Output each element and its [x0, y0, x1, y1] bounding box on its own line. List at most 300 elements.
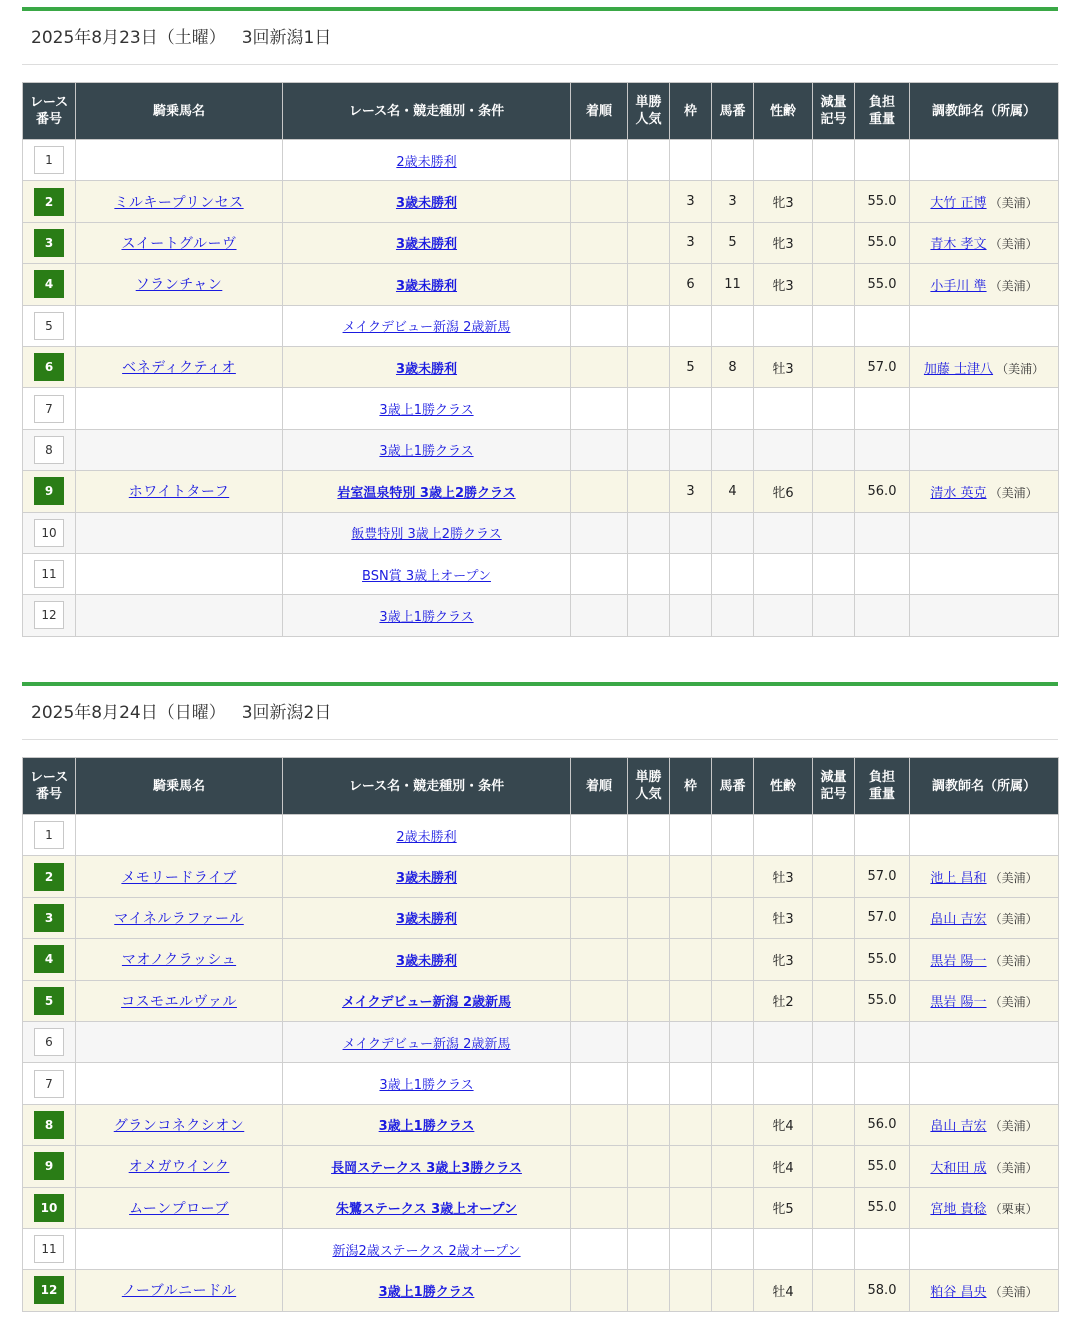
weight-reduction-cell: [813, 222, 855, 263]
table-row: [23, 595, 1059, 636]
table-row: [23, 1228, 1059, 1269]
bracket-cell: [670, 1187, 712, 1228]
sex-age-cell: [754, 512, 813, 553]
race-number-button[interactable]: 7: [34, 1070, 64, 1098]
column-header: 負担 重量: [855, 83, 910, 140]
trainer-cell: [910, 1228, 1059, 1269]
race-number-cell: [23, 1187, 76, 1228]
trainer-cell: [910, 856, 1059, 897]
burden-weight-cell: [855, 553, 910, 594]
column-header: 単勝 人気: [628, 758, 670, 815]
column-header: レース 番号: [23, 758, 76, 815]
horse-cell: [76, 1187, 283, 1228]
win-popularity-cell: [628, 1104, 670, 1145]
trainer-link[interactable]: 清水 英克: [930, 485, 987, 501]
race-number-button[interactable]: 6: [34, 353, 64, 381]
horse-cell: [76, 939, 283, 980]
weight-reduction-cell: [813, 388, 855, 429]
table-row: [23, 1021, 1059, 1062]
bracket-cell: 6: [670, 264, 712, 305]
trainer-cell: [910, 1063, 1059, 1104]
horse-name-link[interactable]: ホワイトターフ: [128, 484, 230, 501]
column-header: 単勝 人気: [628, 83, 670, 140]
finish-position-cell: [571, 305, 628, 346]
weight-reduction-cell: [813, 1063, 855, 1104]
trainer-cell: [910, 140, 1059, 181]
trainer-cell: [910, 471, 1059, 512]
horse-cell: [76, 346, 283, 387]
weight-reduction-cell: [813, 939, 855, 980]
race-number-cell: [23, 346, 76, 387]
horse-number-cell: [712, 305, 754, 346]
race-name-link[interactable]: メイクデビュー新潟 2歳新馬: [342, 1036, 511, 1052]
race-name-link[interactable]: 3歳未勝利: [395, 196, 458, 212]
weight-reduction-cell: [813, 305, 855, 346]
race-number-button[interactable]: 11: [34, 560, 64, 588]
race-number-button[interactable]: 12: [34, 1276, 64, 1304]
race-name-link[interactable]: 3歳上1勝クラス: [379, 403, 474, 419]
race-name-link[interactable]: 3歳未勝利: [395, 361, 458, 377]
trainer-link[interactable]: 池上 昌和: [930, 871, 987, 887]
trainer-cell: [910, 264, 1059, 305]
race-name-link[interactable]: 2歳未勝利: [396, 154, 457, 170]
race-number-button[interactable]: 3: [34, 904, 64, 932]
column-header: 性齢: [754, 758, 813, 815]
finish-position-cell: [571, 388, 628, 429]
horse-cell: [76, 856, 283, 897]
horse-number-cell: [712, 856, 754, 897]
trainer-affiliation: （美浦）: [989, 912, 1038, 927]
finish-position-cell: [571, 1228, 628, 1269]
win-popularity-cell: [628, 856, 670, 897]
column-header: レース 番号: [23, 83, 76, 140]
horse-cell: [76, 815, 283, 856]
race-number-button[interactable]: 9: [34, 1152, 64, 1180]
win-popularity-cell: [628, 512, 670, 553]
race-number-cell: [23, 856, 76, 897]
race-number-button[interactable]: 3: [34, 229, 64, 257]
win-popularity-cell: [628, 553, 670, 594]
race-name-link[interactable]: メイクデビュー新潟 2歳新馬: [342, 320, 511, 336]
table-row: [23, 856, 1059, 897]
race-number-button[interactable]: 5: [34, 312, 64, 340]
race-name-link[interactable]: 3歳上1勝クラス: [378, 1119, 475, 1135]
column-header: 馬番: [712, 758, 754, 815]
sex-age-cell: 牝3: [754, 939, 813, 980]
horse-name-link[interactable]: ベネディクティオ: [122, 360, 236, 377]
win-popularity-cell: [628, 897, 670, 938]
race-name-cell: [283, 264, 571, 305]
win-popularity-cell: [628, 429, 670, 470]
win-popularity-cell: [628, 1187, 670, 1228]
horse-cell: [76, 305, 283, 346]
burden-weight-cell: 55.0: [855, 1146, 910, 1187]
burden-weight-cell: [855, 429, 910, 470]
column-header: 性齢: [754, 83, 813, 140]
horse-cell: [76, 1228, 283, 1269]
horse-name-link[interactable]: スイートグルーヴ: [121, 235, 237, 252]
race-name-link[interactable]: 3歳未勝利: [395, 871, 458, 887]
bracket-cell: [670, 429, 712, 470]
race-name-link[interactable]: 3歳未勝利: [395, 953, 458, 969]
weight-reduction-cell: [813, 856, 855, 897]
weight-reduction-cell: [813, 553, 855, 594]
trainer-link[interactable]: 宮地 貴稔: [930, 1202, 987, 1218]
race-name-link[interactable]: 3歳上1勝クラス: [378, 1284, 475, 1300]
bracket-cell: [670, 815, 712, 856]
win-popularity-cell: [628, 1063, 670, 1104]
sex-age-cell: 牡4: [754, 1270, 813, 1311]
race-number-cell: [23, 388, 76, 429]
race-number-button[interactable]: 1: [34, 821, 64, 849]
race-number-cell: [23, 305, 76, 346]
day-date: 2025年8月24日（日曜）: [31, 703, 226, 723]
sex-age-cell: 牝4: [754, 1146, 813, 1187]
weight-reduction-cell: [813, 1270, 855, 1311]
column-header: レース名・競走種別・条件: [283, 83, 571, 140]
trainer-cell: [910, 346, 1059, 387]
race-name-cell: [283, 512, 571, 553]
sex-age-cell: 牝3: [754, 222, 813, 263]
bracket-cell: [670, 980, 712, 1021]
horse-number-cell: [712, 1187, 754, 1228]
horse-cell: [76, 1104, 283, 1145]
table-row: [23, 471, 1059, 512]
race-name-link[interactable]: 2歳未勝利: [396, 829, 457, 845]
bracket-cell: [670, 856, 712, 897]
day-meeting: 3回新潟1日: [241, 28, 332, 48]
race-number-button[interactable]: 4: [34, 945, 64, 973]
horse-cell: [76, 980, 283, 1021]
win-popularity-cell: [628, 1228, 670, 1269]
burden-weight-cell: [855, 140, 910, 181]
column-header: 枠: [670, 83, 712, 140]
trainer-link[interactable]: 黒岩 陽一: [930, 995, 987, 1011]
bracket-cell: [670, 1104, 712, 1145]
burden-weight-cell: 55.0: [855, 181, 910, 222]
finish-position-cell: [571, 222, 628, 263]
bracket-cell: [670, 1228, 712, 1269]
trainer-cell: [910, 1146, 1059, 1187]
finish-position-cell: [571, 1104, 628, 1145]
race-name-link[interactable]: 3歳未勝利: [395, 237, 458, 253]
table-row: [23, 939, 1059, 980]
burden-weight-cell: [855, 1063, 910, 1104]
race-name-cell: [283, 429, 571, 470]
horse-name-link[interactable]: マイネルラファール: [114, 910, 244, 927]
sex-age-cell: 牝3: [754, 181, 813, 222]
table-row: [23, 140, 1059, 181]
race-number-button[interactable]: 2: [34, 188, 64, 216]
trainer-link[interactable]: 粕谷 昌央: [930, 1284, 987, 1300]
race-name-cell: [283, 980, 571, 1021]
win-popularity-cell: [628, 140, 670, 181]
race-name-cell: [283, 388, 571, 429]
column-header: 調教師名（所属）: [910, 758, 1059, 815]
horse-number-cell: [712, 140, 754, 181]
trainer-affiliation: （美浦）: [989, 1160, 1038, 1175]
trainer-cell: [910, 1104, 1059, 1145]
race-name-link[interactable]: 飯豊特別 3歳上2勝クラス: [351, 527, 502, 543]
bracket-cell: [670, 1146, 712, 1187]
burden-weight-cell: [855, 1021, 910, 1062]
bracket-cell: [670, 1021, 712, 1062]
race-number-button[interactable]: 7: [34, 395, 64, 423]
table-row: [23, 305, 1059, 346]
win-popularity-cell: [628, 815, 670, 856]
win-popularity-cell: [628, 471, 670, 512]
sex-age-cell: [754, 815, 813, 856]
trainer-link[interactable]: 黒岩 陽一: [930, 953, 987, 969]
burden-weight-cell: 55.0: [855, 1187, 910, 1228]
horse-name-link[interactable]: ソランチャン: [135, 277, 223, 294]
table-row: [23, 512, 1059, 553]
race-number-cell: [23, 1104, 76, 1145]
trainer-link[interactable]: 小手川 準: [930, 278, 987, 294]
race-number-button[interactable]: 12: [34, 601, 64, 629]
column-header: 着順: [571, 758, 628, 815]
race-number-button[interactable]: 10: [34, 519, 64, 547]
race-number-cell: [23, 897, 76, 938]
race-name-link[interactable]: 長岡ステークス 3歳上3勝クラス: [331, 1160, 522, 1176]
race-name-cell: [283, 1146, 571, 1187]
horse-cell: [76, 1270, 283, 1311]
race-number-button[interactable]: 11: [34, 1235, 64, 1263]
race-number-cell: [23, 140, 76, 181]
table-header-row: [23, 758, 1059, 815]
finish-position-cell: [571, 471, 628, 512]
horse-number-cell: 11: [712, 264, 754, 305]
weight-reduction-cell: [813, 264, 855, 305]
race-name-link[interactable]: メイクデビュー新潟 2歳新馬: [341, 995, 512, 1011]
horse-name-link[interactable]: ノーブルニードル: [121, 1283, 237, 1300]
bracket-cell: [670, 1063, 712, 1104]
race-name-link[interactable]: 3歳上1勝クラス: [379, 609, 474, 625]
table-row: [23, 1270, 1059, 1311]
horse-cell: [76, 1021, 283, 1062]
horse-cell: [76, 388, 283, 429]
win-popularity-cell: [628, 181, 670, 222]
sex-age-cell: 牡3: [754, 346, 813, 387]
sex-age-cell: [754, 388, 813, 429]
trainer-affiliation: （美浦）: [989, 1119, 1038, 1134]
race-number-button[interactable]: 4: [34, 270, 64, 298]
horse-number-cell: [712, 1063, 754, 1104]
race-table: [22, 82, 1059, 637]
win-popularity-cell: [628, 1021, 670, 1062]
race-name-cell: [283, 1228, 571, 1269]
day-date: 2025年8月23日（土曜）: [31, 28, 226, 48]
trainer-cell: [910, 305, 1059, 346]
race-number-cell: [23, 815, 76, 856]
burden-weight-cell: [855, 595, 910, 636]
race-number-button[interactable]: 1: [34, 146, 64, 174]
race-name-link[interactable]: 3歳上1勝クラス: [379, 1078, 474, 1094]
trainer-cell: [910, 1021, 1059, 1062]
race-number-button[interactable]: 8: [34, 436, 64, 464]
burden-weight-cell: [855, 305, 910, 346]
sex-age-cell: 牝6: [754, 471, 813, 512]
race-name-cell: [283, 595, 571, 636]
horse-name-link[interactable]: オメガウインク: [128, 1159, 230, 1176]
race-name-link[interactable]: BSN賞 3歳上オープン: [362, 568, 491, 584]
trainer-link[interactable]: 青木 孝文: [930, 237, 987, 253]
horse-number-cell: [712, 388, 754, 429]
trainer-link[interactable]: 加藤 士津八: [923, 361, 994, 377]
race-name-link[interactable]: 岩室温泉特別 3歳上2勝クラス: [337, 485, 516, 501]
horse-name-link[interactable]: ムーンプローブ: [129, 1200, 229, 1217]
race-number-cell: [23, 222, 76, 263]
finish-position-cell: [571, 595, 628, 636]
trainer-cell: [910, 897, 1059, 938]
trainer-cell: [910, 815, 1059, 856]
trainer-affiliation: （美浦）: [989, 995, 1038, 1010]
burden-weight-cell: [855, 388, 910, 429]
trainer-cell: [910, 980, 1059, 1021]
burden-weight-cell: 57.0: [855, 346, 910, 387]
column-header: 馬番: [712, 83, 754, 140]
table-row: [23, 181, 1059, 222]
trainer-cell: [910, 553, 1059, 594]
race-number-cell: [23, 181, 76, 222]
race-number-button[interactable]: 9: [34, 477, 64, 505]
race-number-cell: [23, 595, 76, 636]
burden-weight-cell: 57.0: [855, 856, 910, 897]
win-popularity-cell: [628, 595, 670, 636]
trainer-link[interactable]: 大和田 成: [930, 1160, 987, 1176]
sex-age-cell: [754, 595, 813, 636]
race-number-button[interactable]: 2: [34, 863, 64, 891]
race-name-cell: [283, 181, 571, 222]
weight-reduction-cell: [813, 512, 855, 553]
trainer-affiliation: （美浦）: [989, 278, 1038, 293]
race-number-button[interactable]: 8: [34, 1111, 64, 1139]
race-name-cell: [283, 1104, 571, 1145]
bracket-cell: [670, 595, 712, 636]
column-header: 負担 重量: [855, 758, 910, 815]
race-name-cell: [283, 1270, 571, 1311]
trainer-affiliation: （美浦）: [989, 953, 1038, 968]
horse-number-cell: [712, 429, 754, 470]
race-name-cell: [283, 939, 571, 980]
table-row: [23, 897, 1059, 938]
sex-age-cell: 牝4: [754, 1104, 813, 1145]
bracket-cell: 3: [670, 471, 712, 512]
win-popularity-cell: [628, 346, 670, 387]
horse-name-link[interactable]: マオノクラッシュ: [121, 952, 237, 969]
win-popularity-cell: [628, 939, 670, 980]
trainer-link[interactable]: 畠山 吉宏: [930, 1119, 987, 1135]
race-name-link[interactable]: 3歳未勝利: [395, 278, 458, 294]
sex-age-cell: 牡3: [754, 897, 813, 938]
weight-reduction-cell: [813, 815, 855, 856]
table-row: [23, 980, 1059, 1021]
race-name-cell: [283, 1063, 571, 1104]
horse-cell: [76, 1146, 283, 1187]
win-popularity-cell: [628, 388, 670, 429]
race-number-cell: [23, 471, 76, 512]
horse-name-link[interactable]: グランコネクシオン: [113, 1117, 245, 1134]
race-number-cell: [23, 980, 76, 1021]
horse-cell: [76, 429, 283, 470]
horse-number-cell: 8: [712, 346, 754, 387]
trainer-link[interactable]: 畠山 吉宏: [930, 912, 987, 928]
trainer-affiliation: （美浦）: [989, 196, 1038, 211]
weight-reduction-cell: [813, 1228, 855, 1269]
weight-reduction-cell: [813, 346, 855, 387]
finish-position-cell: [571, 980, 628, 1021]
table-row: [23, 429, 1059, 470]
race-name-link[interactable]: 朱鷺ステークス 3歳上オープン: [335, 1202, 517, 1218]
race-name-link[interactable]: 3歳上1勝クラス: [379, 444, 474, 460]
finish-position-cell: [571, 1187, 628, 1228]
sex-age-cell: [754, 553, 813, 594]
finish-position-cell: [571, 815, 628, 856]
table-row: [23, 1063, 1059, 1104]
burden-weight-cell: 56.0: [855, 471, 910, 512]
race-table: [22, 757, 1059, 1312]
sex-age-cell: 牡3: [754, 856, 813, 897]
sex-age-cell: 牝5: [754, 1187, 813, 1228]
trainer-link[interactable]: 大竹 正博: [930, 196, 987, 212]
weight-reduction-cell: [813, 471, 855, 512]
horse-name-link[interactable]: コスモエルヴァル: [121, 993, 237, 1010]
bracket-cell: 3: [670, 181, 712, 222]
burden-weight-cell: [855, 512, 910, 553]
trainer-affiliation: （美浦）: [989, 237, 1038, 252]
horse-cell: [76, 140, 283, 181]
horse-number-cell: [712, 1228, 754, 1269]
finish-position-cell: [571, 346, 628, 387]
horse-number-cell: [712, 897, 754, 938]
race-name-link[interactable]: 3歳未勝利: [395, 912, 458, 928]
race-name-link[interactable]: 新潟2歳ステークス 2歳オープン: [332, 1243, 521, 1259]
horse-cell: [76, 512, 283, 553]
race-number-cell: [23, 553, 76, 594]
weight-reduction-cell: [813, 595, 855, 636]
burden-weight-cell: 57.0: [855, 897, 910, 938]
horse-number-cell: [712, 1104, 754, 1145]
race-number-button[interactable]: 10: [34, 1194, 64, 1222]
race-number-button[interactable]: 5: [34, 987, 64, 1015]
race-name-cell: [283, 346, 571, 387]
table-row: [23, 815, 1059, 856]
horse-name-link[interactable]: ミルキープリンセス: [114, 194, 244, 211]
table-row: [23, 1146, 1059, 1187]
race-name-cell: [283, 471, 571, 512]
burden-weight-cell: 55.0: [855, 980, 910, 1021]
trainer-cell: [910, 939, 1059, 980]
bracket-cell: 5: [670, 346, 712, 387]
horse-name-link[interactable]: メモリードライブ: [121, 869, 237, 886]
day-section-1: [22, 7, 1058, 625]
trainer-affiliation: （栗東）: [989, 1202, 1038, 1217]
bracket-cell: [670, 305, 712, 346]
bracket-cell: [670, 140, 712, 181]
burden-weight-cell: 58.0: [855, 1270, 910, 1311]
burden-weight-cell: 55.0: [855, 222, 910, 263]
horse-number-cell: [712, 553, 754, 594]
column-header: 調教師名（所属）: [910, 83, 1059, 140]
win-popularity-cell: [628, 1270, 670, 1311]
win-popularity-cell: [628, 305, 670, 346]
race-number-button[interactable]: 6: [34, 1028, 64, 1056]
race-name-cell: [283, 222, 571, 263]
win-popularity-cell: [628, 222, 670, 263]
horse-number-cell: [712, 815, 754, 856]
finish-position-cell: [571, 553, 628, 594]
weight-reduction-cell: [813, 1021, 855, 1062]
